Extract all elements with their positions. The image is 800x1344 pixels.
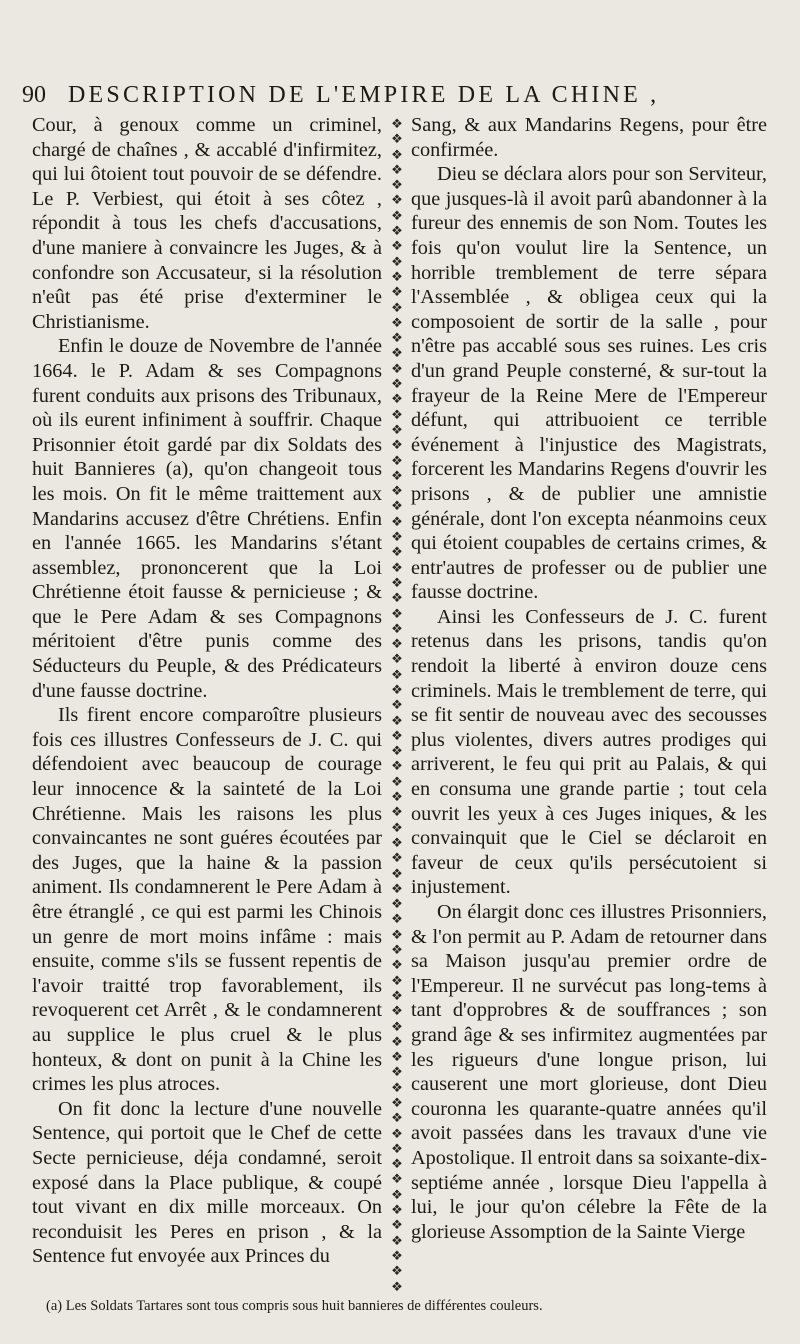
divider-ornament: ❖ — [391, 620, 403, 636]
divider-ornament: ❖ — [391, 636, 403, 652]
divider-ornament: ❖ — [391, 1186, 403, 1202]
page-header — [22, 82, 702, 109]
divider-ornament: ❖ — [391, 376, 403, 392]
divider-ornament: ❖ — [391, 498, 403, 514]
right-paragraph-3: Ainsi les Confesseurs de J. C. furent retenus dans les prisons, tandis qu'on rendoit la liberté à environ douze cens criminels. Mais le tremblement de terre, qui se fit sentir de nouveau avec des secousses plus violentes, divers autres prodiges qui arriverent, le feu qui prit au Palais, & qui en consuma une grande partie ; tout cela ouvrit les yeux à ces Juges iniques, & les convainquit que le Ciel se déclaroit en faveur de ceux qu'ils persécutoient si injustement. — [411, 605, 767, 899]
divider-ornament: ❖ — [391, 911, 403, 927]
divider-ornament: ❖ — [391, 834, 403, 850]
divider-ornament: ❖ — [391, 681, 403, 697]
divider-ornament: ❖ — [391, 437, 403, 453]
divider-ornament: ❖ — [391, 452, 403, 468]
divider-ornament: ❖ — [391, 1095, 403, 1110]
divider-ornament: ❖ — [391, 789, 403, 805]
divider-ornament: ❖ — [391, 253, 403, 269]
divider-ornament: ❖ — [391, 1125, 403, 1141]
divider-ornament: ❖ — [391, 1202, 403, 1218]
divider-ornament: ❖ — [391, 1171, 403, 1187]
divider-ornament: ❖ — [391, 513, 403, 529]
left-paragraph-2: Enfin le douze de Novembre de l'année 1664. le P. Adam & ses Compagnons furent conduits aux prisons des Tribunaux, où ils eurent infiniment à souffrir. Chaque Prisonnier étoit gardé par dix Soldats des huit Bannieres (a), qu'on changeoit tous les mois. On fit le même traittement aux Mandarins accusez d'être Chrétiens. Enfin en l'année 1665. les Mandarins s'étant assemblez, prononcerent que la Loi Chrétienne étoit fausse & pernicieuse ; & que le Pere Adam & ses Compagnons méritoient d'être punis comme des Séducteurs du Peuple, & des Prédicateurs d'une fausse doctrine. — [32, 335, 382, 702]
divider-ornament: ❖ — [391, 773, 403, 789]
right-column — [411, 113, 767, 1244]
divider-ornament: ❖ — [391, 758, 403, 774]
divider-ornament: ❖ — [391, 116, 403, 131]
left-paragraph-4: On fit donc la lecture d'une nouvelle Sentence, qui portoit que le Chef de cette Secte pernicieuse, déja condamné, seroit exposé dans la Place publique, & coupé tout vivant en dix mille morceaux. On reconduisit les Peres en prison , & la Sentence fut envoyée aux Princes du — [32, 1097, 382, 1268]
divider-ornament: ❖ — [391, 819, 403, 835]
divider-ornament: ❖ — [391, 1018, 403, 1034]
divider-ornament: ❖ — [391, 697, 403, 713]
divider-ornament: ❖ — [391, 865, 403, 881]
left-paragraph-1: Cour, à genoux comme un criminel, chargé de chaînes , & accablé d'infirmitez, qui lui ôtoient tout pouvoir de se défendre. Le P. Verbiest, qui étoit à ses côtez , répondit à tous les chefs d'accusations, d'une maniere à convaincre les Juges, & à confondre son Accusateur, si la résolution n'eût pas été prise d'exterminer le Christianisme. — [32, 114, 382, 333]
divider-ornament: ❖ — [391, 712, 403, 728]
right-paragraph-4: On élargit donc ces illustres Prisonniers, & l'on permit au P. Adam de retourner dans sa Maison jusqu'au premier ordre de l'Empereur. Il ne survécut pas long-tems à tant d'opprobres & de souffrances ; son grand âge & ses infirmitez augmentées par les rigueurs d'une longue prison, lui causerent une mort glorieuse, dont Dieu couronna les quarante-quatre années qu'il avoit passées dans les travaux d'une vie Apostolique. Il entroit dans sa soixante-dix-septiéme année , lorsque Dieu l'appella à lui, le jour qu'on célebre la Fête de la glorieuse Assomption de la Sainte Vierge — [411, 901, 767, 1243]
divider-ornament: ❖ — [391, 1064, 403, 1080]
divider-ornament: ❖ — [391, 483, 403, 499]
running-title: DESCRIPTION DE L'EMPIRE DE LA CHINE , — [68, 82, 660, 108]
divider-ornament: ❖ — [391, 131, 403, 147]
divider-ornament: ❖ — [391, 421, 403, 437]
divider-ornament: ❖ — [391, 651, 403, 667]
divider-ornament: ❖ — [391, 1033, 403, 1049]
page-number: 90 — [22, 82, 46, 108]
divider-ornament: ❖ — [391, 972, 403, 988]
column-divider-ornaments — [386, 116, 408, 1294]
divider-ornament: ❖ — [391, 345, 403, 361]
divider-ornament: ❖ — [391, 1156, 403, 1172]
divider-ornament: ❖ — [391, 1110, 403, 1126]
divider-ornament: ❖ — [391, 1049, 403, 1065]
divider-ornament: ❖ — [391, 850, 403, 866]
divider-ornament: ❖ — [391, 605, 403, 621]
divider-ornament: ❖ — [391, 1217, 403, 1233]
divider-ornament: ❖ — [391, 1278, 403, 1294]
divider-ornament: ❖ — [391, 406, 403, 422]
divider-ornament: ❖ — [391, 192, 403, 208]
divider-ornament: ❖ — [391, 987, 403, 1003]
divider-ornament: ❖ — [391, 238, 403, 254]
divider-ornament: ❖ — [391, 146, 403, 162]
divider-ornament: ❖ — [391, 360, 403, 376]
divider-ornament: ❖ — [391, 544, 403, 560]
divider-ornament: ❖ — [391, 299, 403, 315]
right-paragraph-2: Dieu se déclara alors pour son Serviteur, que jusques-là il avoit parû abandonner à la fureur des ennemis de son Nom. Toutes les fois qu'on voulut lire la Sentence, un horrible tremblement de terre sépara l'Assemblée , & obligea ceux qui la composoient de sortir de la salle , pour n'être pas accablé sous ses ruines. Les cris d'un grand Peuple consterné, & sur-tout la frayeur de la Reine Mere de l'Empereur défunt, qui attribuoient ce terrible événement à l'injustice des Magistrats, forcerent les Mandarins Regens d'ouvrir les prisons , & de publier une amnistie générale, dont l'on excepta néanmoins ceux qui étoient coupables de certains crimes, & entr'autres de professer ou de publier une fausse doctrine. — [411, 163, 767, 604]
divider-ornament: ❖ — [391, 896, 403, 912]
divider-ornament: ❖ — [391, 391, 403, 407]
divider-ornament: ❖ — [391, 727, 403, 743]
divider-ornament: ❖ — [391, 467, 403, 483]
divider-ornament: ❖ — [391, 314, 403, 330]
divider-ornament: ❖ — [391, 207, 403, 223]
divider-ornament: ❖ — [391, 926, 403, 942]
divider-ornament: ❖ — [391, 529, 403, 545]
divider-ornament: ❖ — [391, 942, 403, 958]
divider-ornament: ❖ — [391, 590, 403, 606]
divider-ornament: ❖ — [391, 574, 403, 590]
divider-ornament: ❖ — [391, 804, 403, 820]
divider-ornament: ❖ — [391, 957, 403, 973]
left-paragraph-3: Ils firent encore comparoître plusieurs fois ces illustres Confesseurs de J. C. qui défendoient avec beaucoup de courage leur innocence & la sainteté de la Loi Chrétienne. Mais les raisons les plus convaincantes ne sont guéres écoutées par des Juges, que la haine & la passion animent. Ils condamnerent le Pere Adam à être étranglé , ce qui est parmi les Chinois un genre de mort moins infâme : mais ensuite, comme s'ils se fussent repentis de l'avoir traitté trop favorablement, ils revoquerent cet Arrêt , & le condamnerent au supplice le plus cruel & le plus honteux, & dont on punit à la Chine les crimes les plus atroces. — [32, 704, 382, 1096]
divider-ornament: ❖ — [391, 284, 403, 300]
right-paragraph-1: Sang, & aux Mandarins Regens, pour être confirmée. — [411, 114, 767, 161]
divider-ornament: ❖ — [391, 743, 403, 759]
divider-ornament: ❖ — [391, 1232, 403, 1248]
divider-ornament: ❖ — [391, 666, 403, 682]
divider-ornament: ❖ — [391, 880, 403, 896]
divider-ornament: ❖ — [391, 559, 403, 575]
divider-ornament: ❖ — [391, 1247, 403, 1263]
divider-ornament: ❖ — [391, 330, 403, 346]
divider-ornament: ❖ — [391, 1263, 403, 1279]
divider-ornament: ❖ — [391, 268, 403, 284]
divider-ornament: ❖ — [391, 1003, 403, 1019]
divider-ornament: ❖ — [391, 177, 403, 193]
divider-ornament: ❖ — [391, 223, 403, 239]
left-column — [32, 113, 382, 1269]
divider-ornament: ❖ — [391, 1140, 403, 1156]
divider-ornament: ❖ — [391, 161, 403, 177]
footnote: (a) Les Soldats Tartares sont tous compris sous huit bannieres de différentes couleurs. — [46, 1298, 543, 1314]
divider-ornament: ❖ — [391, 1079, 403, 1095]
